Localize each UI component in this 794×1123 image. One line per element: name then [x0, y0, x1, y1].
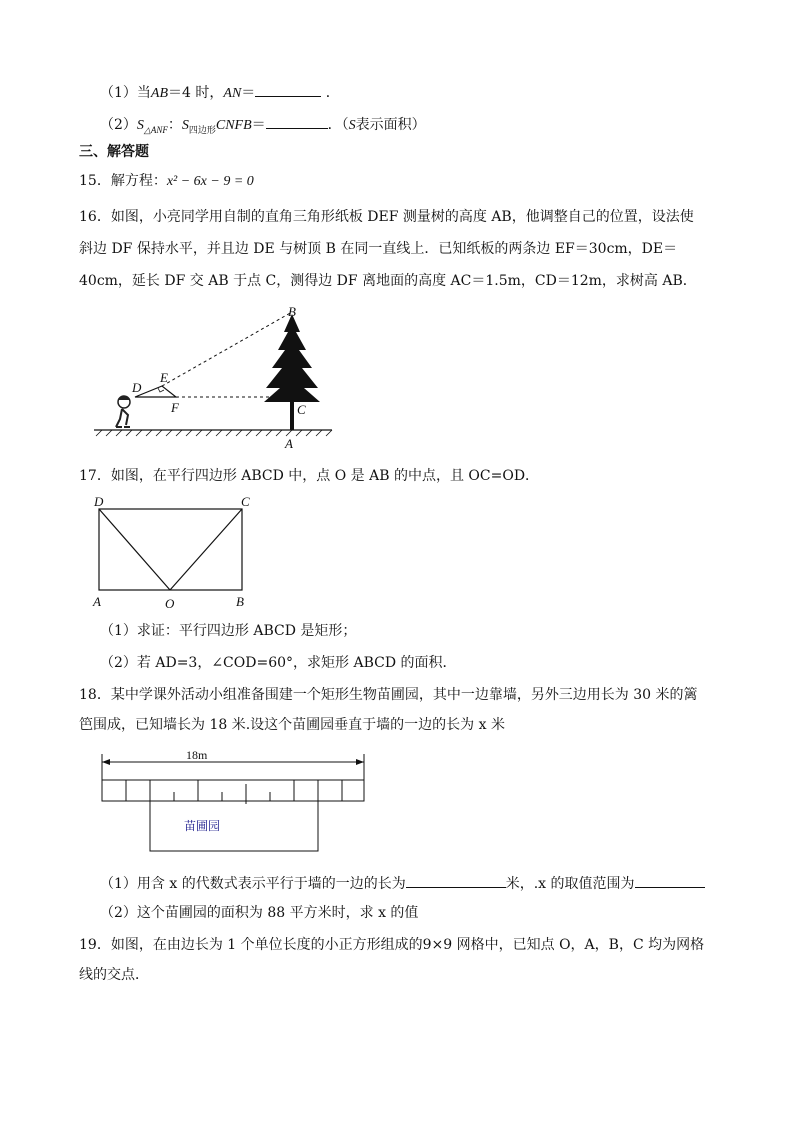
wall-length-label: 18m — [186, 748, 208, 762]
answer-blank[interactable] — [406, 873, 506, 888]
label-D: D — [132, 380, 142, 395]
person-icon — [116, 396, 130, 427]
label-F: F — [171, 400, 179, 415]
q18-line1: 18．某中学课外活动小组准备围建一个矩形生物苗圃园，其中一边靠墙，另外三边用长为 30 米的篱 — [79, 687, 698, 703]
tree-icon — [264, 314, 320, 430]
q17-part2: （2）若 AD=3，∠COD=60°，求矩形 ABCD 的面积． — [100, 655, 457, 671]
q19-line1: 19．如图，在由边长为 1 个单位长度的小正方形组成的9×9 网格中，已知点 O，A，B，C 均为网格 — [79, 937, 705, 953]
label-B: B — [236, 594, 244, 609]
q17-line1: 17．如图，在平行四边形 ABCD 中，点 O 是 AB 的中点，且 OC=OD． — [79, 468, 540, 484]
answer-blank[interactable] — [266, 114, 328, 129]
q15: 15．解方程：x² − 6x − 9 = 0 — [79, 173, 254, 189]
q14-part2: $(2)S_{\triangle ANF}$：$S_{四边形}CNFB=$ ．（S表示面积） — [100, 114, 426, 140]
q17-part1: （1）求证：平行四边形 ABCD 是矩形； — [100, 623, 357, 639]
q16-line2: 斜边 DF 保持水平，并且边 DE 与树顶 B 在同一直线上．已知纸板的两条边 EF＝30cm，DE＝ — [79, 241, 678, 257]
label-E: E — [160, 370, 168, 385]
q14-part1: （1）当AB＝4 时，AN＝ ． — [100, 82, 340, 103]
q18-part1: （1）用含 x 的代数式表示平行于墙的一边的长为 米，.x 的取值范围为 — [100, 873, 705, 893]
q16-figure — [92, 302, 352, 452]
label-B: B — [288, 304, 296, 319]
q16-line3: 40cm，延长 DF 交 AB 于点 C，测得边 DF 离地面的高度 AC＝1.5m，CD＝12m，求树高 AB． — [79, 273, 697, 289]
label-O: O — [165, 596, 175, 611]
q18-part2: （2）这个苗圃园的面积为 88 平方米时，求 x 的值 — [100, 905, 419, 921]
section-title: 三、解答题 — [79, 144, 149, 160]
answer-blank[interactable] — [255, 82, 321, 97]
label-C: C — [297, 402, 306, 417]
q18-line2: 笆围成，已知墙长为 18 米.设这个苗圃园垂直于墙的一边的长为 x 米 — [79, 717, 505, 733]
label-C: C — [241, 494, 250, 509]
q18-figure — [98, 746, 378, 856]
label-A: A — [285, 436, 293, 451]
label-A: A — [93, 594, 101, 609]
q19-line2: 线的交点． — [79, 967, 149, 983]
answer-blank[interactable] — [635, 873, 705, 888]
q17-figure — [90, 494, 260, 614]
label-D: D — [94, 494, 104, 509]
garden-label: 苗圃园 — [184, 819, 221, 833]
q16-line1: 16．如图，小亮同学用自制的直角三角形纸板 DEF 测量树的高度 AB，他调整自己的位置，设法使 — [79, 209, 694, 225]
